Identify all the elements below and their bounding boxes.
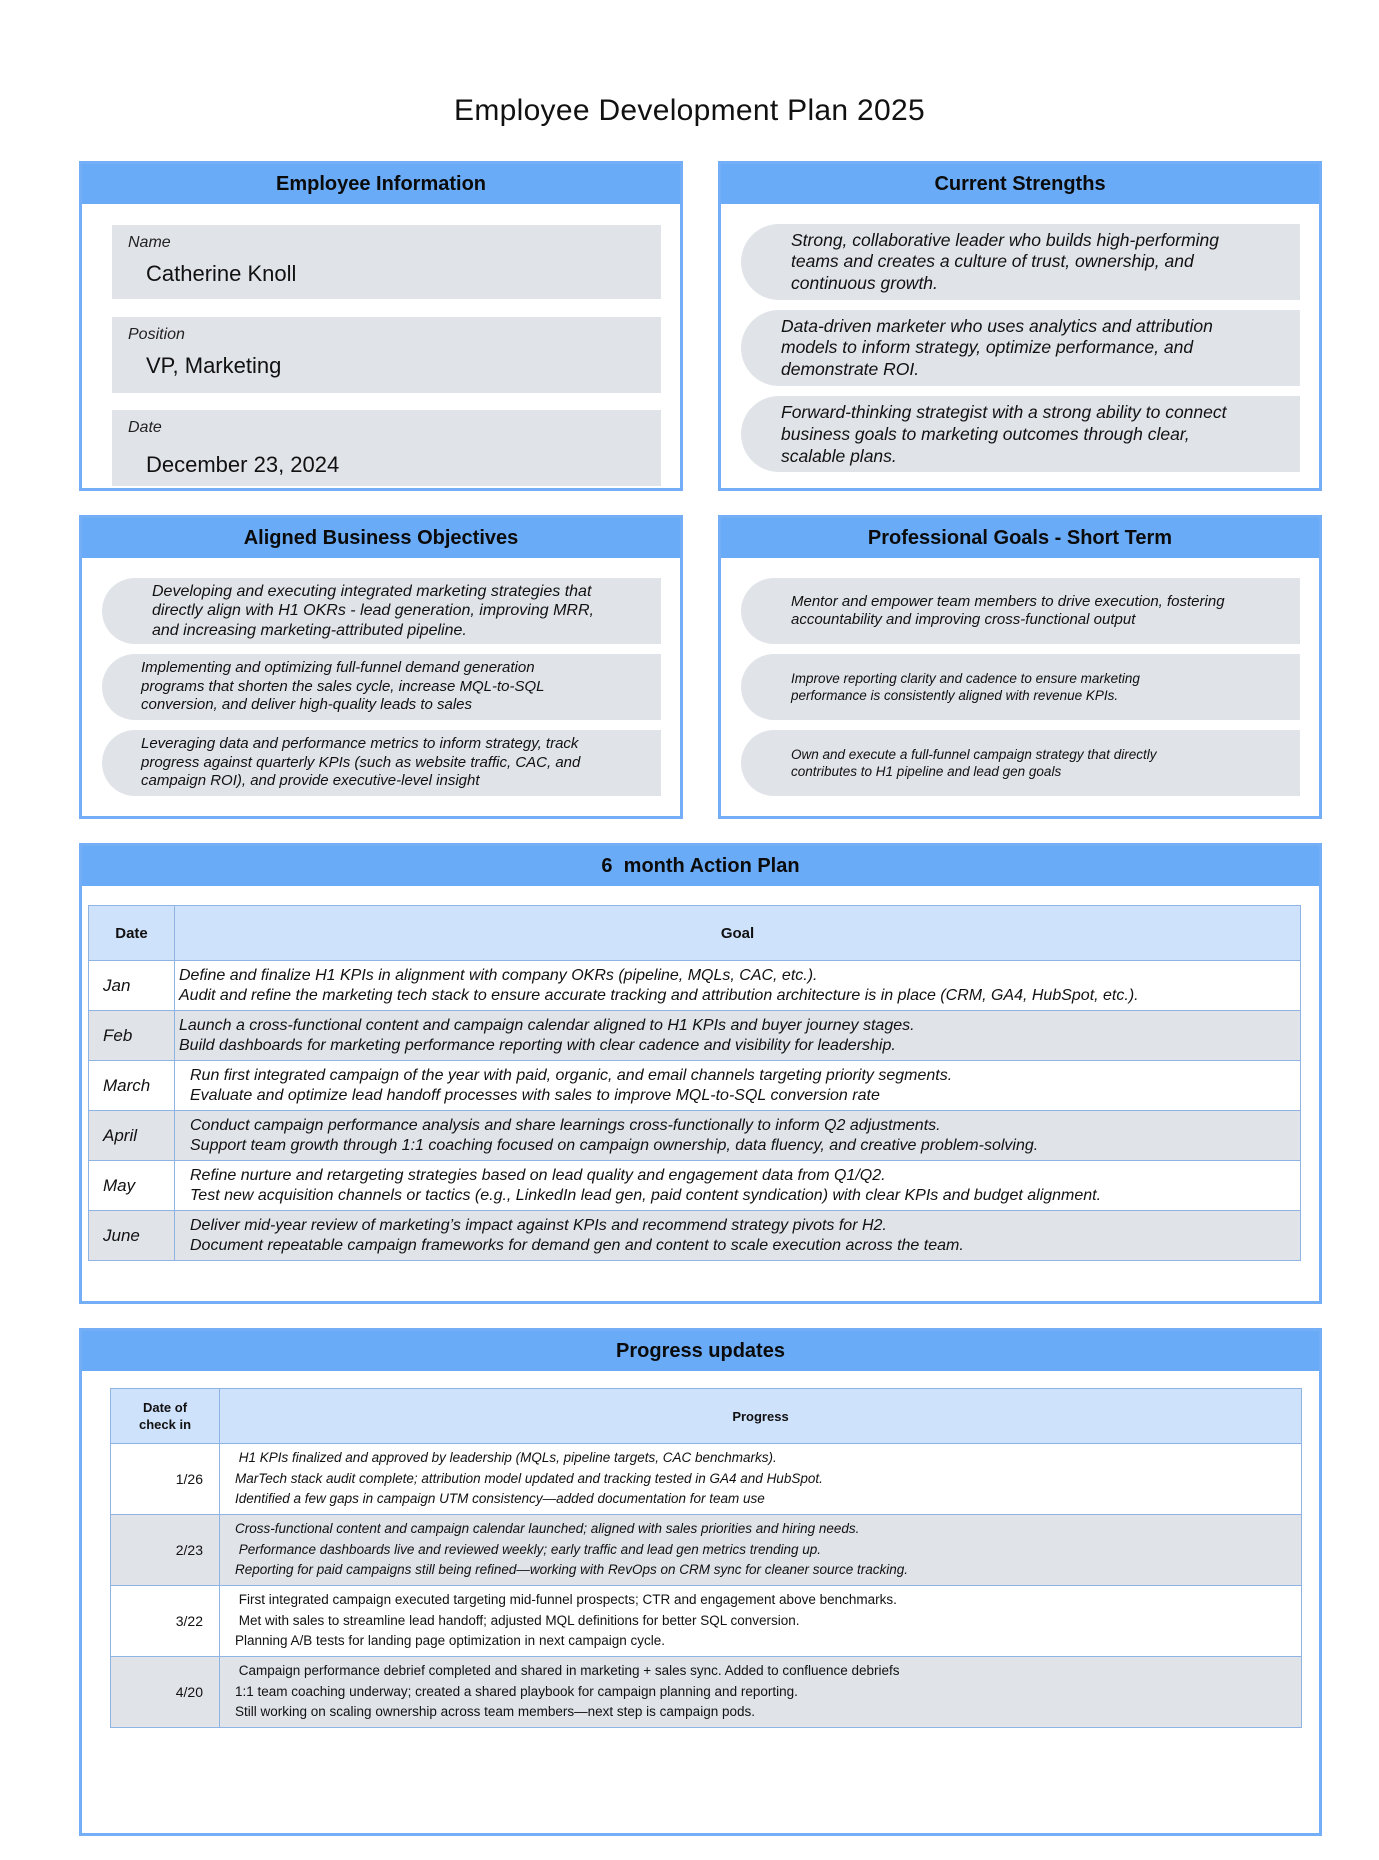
date-value: December 23, 2024 — [146, 452, 340, 477]
progress-cell — [220, 1586, 1302, 1657]
objective-line: conversion, and deliver high-quality leads to sales — [141, 696, 473, 714]
goals-header: Professional Goals - Short Term — [721, 518, 1319, 558]
progress-line: Still working on scaling ownership across team members—next step is campaign pods. — [235, 1704, 755, 1720]
objective-item — [102, 730, 661, 796]
strength-line: scalable plans. — [781, 446, 897, 466]
goal-line: Mentor and empower team members to drive execution, fostering — [791, 592, 1225, 610]
table-row — [89, 1061, 1301, 1111]
strength-item — [741, 310, 1300, 386]
goal-line: Own and execute a full-funnel campaign strategy that directly — [791, 746, 1157, 762]
progress-line: Identified a few gaps in campaign UTM consistency—added documentation for team use — [235, 1491, 765, 1507]
objective-item — [102, 578, 661, 644]
checkin-header-line: Date of — [142, 1400, 188, 1415]
strength-line: business goals to marketing outcomes through clear, — [781, 424, 1190, 444]
goal-cell — [175, 1061, 1301, 1111]
progress-line: Met with sales to streamline lead handoff; adjusted MQL definitions for better SQL conversion. — [235, 1612, 800, 1628]
checkin-date-cell: 4/20 — [111, 1657, 220, 1728]
table-row — [111, 1657, 1302, 1728]
objective-line: Developing and executing integrated marketing strategies that — [152, 582, 592, 600]
goal-cell — [175, 961, 1301, 1011]
objective-line: Implementing and optimizing full-funnel demand generation — [141, 659, 535, 677]
progress-cell — [220, 1515, 1302, 1586]
goals-card — [718, 515, 1322, 819]
progress-line: Cross-functional content and campaign calendar launched; aligned with sales priorities and hiring needs. — [235, 1521, 860, 1537]
page-title: Employee Development Plan 2025 — [454, 94, 925, 127]
goal-line: Deliver mid-year review of marketing’s impact against KPIs and recommend strategy pivots for H2. — [190, 1216, 887, 1234]
objectives-header: Aligned Business Objectives — [82, 518, 680, 558]
goal-line: accountability and improving cross-functional output — [791, 611, 1136, 628]
table-header-row — [111, 1389, 1302, 1444]
strength-line: Data-driven marketer who uses analytics and attribution — [781, 315, 1213, 336]
strength-line: Forward-thinking strategist with a strong ability to connect — [781, 402, 1227, 422]
position-label: Position — [128, 326, 185, 343]
date-label: Date — [128, 419, 162, 436]
month-cell: June — [89, 1211, 175, 1261]
table-row — [89, 1111, 1301, 1161]
checkin-column-header — [111, 1389, 220, 1444]
table-row — [111, 1444, 1302, 1515]
strengths-header: Current Strengths — [721, 164, 1319, 204]
goal-line: performance is consistently aligned with revenue KPIs. — [791, 688, 1119, 703]
date-column-header: Date — [89, 906, 175, 961]
name-field — [112, 225, 661, 299]
goal-cell — [175, 1011, 1301, 1061]
employee-info-header: Employee Information — [82, 164, 680, 204]
progress-line: H1 KPIs finalized and approved by leadership (MQLs, pipeline targets, CAC benchmarks). — [235, 1450, 777, 1466]
month-cell: Feb — [89, 1011, 175, 1061]
progress-cell — [220, 1444, 1302, 1515]
strength-line: demonstrate ROI. — [781, 358, 920, 379]
table-row — [89, 1011, 1301, 1061]
progress-line: Performance dashboards live and reviewed weekly; early traffic and lead gen metrics trending up. — [235, 1541, 822, 1557]
strength-item — [741, 396, 1300, 472]
action-plan-card — [79, 843, 1322, 1304]
goal-line: Test new acquisition channels or tactics (e.g., LinkedIn lead gen, paid content syndication) with clear KPIs and budget alignment. — [190, 1186, 1102, 1204]
checkin-header-line: check in — [138, 1417, 192, 1432]
strength-line: teams and creates a culture of trust, ownership, and — [791, 251, 1194, 272]
objectives-card — [79, 515, 683, 819]
objective-item — [102, 654, 661, 720]
date-field — [112, 410, 661, 486]
progress-table — [110, 1388, 1302, 1728]
month-cell: March — [89, 1061, 175, 1111]
goal-item — [741, 578, 1300, 644]
action-plan-header: 6 month Action Plan — [82, 846, 1319, 886]
goal-column-header: Goal — [175, 906, 1301, 961]
progress-line: MarTech stack audit complete; attribution model updated and tracking tested in GA4 and HubSpot. — [235, 1470, 823, 1486]
progress-line: First integrated campaign executed targeting mid-funnel prospects; CTR and engagement above benchmarks. — [235, 1592, 897, 1608]
month-cell: April — [89, 1111, 175, 1161]
progress-line: 1:1 team coaching underway; created a shared playbook for campaign planning and reporting. — [235, 1683, 798, 1699]
goal-cell — [175, 1161, 1301, 1211]
checkin-date-cell: 2/23 — [111, 1515, 220, 1586]
strengths-card — [718, 161, 1322, 491]
checkin-date-cell: 3/22 — [111, 1586, 220, 1657]
objective-line: directly align with H1 OKRs - lead generation, improving MRR, — [152, 602, 594, 620]
goal-line: Document repeatable campaign frameworks for demand gen and content to scale execution across the team. — [190, 1236, 964, 1254]
employee-info-card — [79, 161, 683, 491]
goal-line: Refine nurture and retargeting strategies based on lead quality and engagement data from Q1/Q2. — [190, 1166, 886, 1184]
name-value: Catherine Knoll — [146, 261, 297, 286]
name-label: Name — [128, 234, 171, 251]
checkin-date-cell: 1/26 — [111, 1444, 220, 1515]
goal-line: Conduct campaign performance analysis and share learnings cross-functionally to inform Q2 adjustments. — [190, 1116, 941, 1134]
goal-cell — [175, 1111, 1301, 1161]
table-row — [111, 1586, 1302, 1657]
table-row — [89, 961, 1301, 1011]
month-cell: May — [89, 1161, 175, 1211]
objective-line: Leveraging data and performance metrics to inform strategy, track — [141, 735, 579, 753]
goal-line: Launch a cross-functional content and campaign calendar aligned to H1 KPIs and buyer journey stages. — [179, 1016, 915, 1034]
progress-header: Progress updates — [82, 1331, 1319, 1371]
objective-line: programs that shorten the sales cycle, increase MQL-to-SQL — [141, 677, 545, 695]
progress-line: Campaign performance debrief completed and shared in marketing + sales sync. Added to confluence debriefs — [235, 1663, 900, 1679]
table-row — [111, 1515, 1302, 1586]
table-header-row — [89, 906, 1301, 961]
objective-line: campaign ROI), and provide executive-level insight — [141, 772, 480, 790]
progress-card — [79, 1328, 1322, 1836]
progress-column-header: Progress — [220, 1389, 1302, 1444]
goal-line: Support team growth through 1:1 coaching focused on campaign ownership, data fluency, and creative problem-solving. — [190, 1136, 1039, 1154]
goal-line: Evaluate and optimize lead handoff processes with sales to improve MQL-to-SQL conversion rate — [190, 1086, 880, 1104]
strength-line: models to inform strategy, optimize performance, and — [781, 337, 1194, 358]
objective-line: progress against quarterly KPIs (such as website traffic, CAC, and — [141, 753, 581, 771]
strength-item — [741, 224, 1300, 300]
progress-cell — [220, 1657, 1302, 1728]
table-row — [89, 1211, 1301, 1261]
goal-line: Run first integrated campaign of the year with paid, organic, and email channels targeting priority segments. — [190, 1066, 953, 1084]
goal-item — [741, 654, 1300, 720]
goal-line: Build dashboards for marketing performance reporting with clear cadence and visibility for leadership. — [179, 1036, 896, 1054]
month-cell: Jan — [89, 961, 175, 1011]
goal-line: contributes to H1 pipeline and lead gen goals — [791, 764, 1062, 779]
goal-line: Audit and refine the marketing tech stack to ensure accurate tracking and attribution architecture is in place (CRM, GA4, HubSpot, etc.). — [179, 986, 1139, 1004]
objective-line: and increasing marketing-attributed pipeline. — [152, 621, 467, 639]
goal-cell — [175, 1211, 1301, 1261]
position-field — [112, 317, 661, 393]
strength-line: continuous growth. — [791, 272, 938, 293]
position-value: VP, Marketing — [146, 353, 282, 378]
goal-line: Improve reporting clarity and cadence to ensure marketing — [791, 670, 1140, 686]
goal-line: Define and finalize H1 KPIs in alignment with company OKRs (pipeline, MQLs, CAC, etc.). — [179, 966, 818, 984]
table-row — [89, 1161, 1301, 1211]
strength-line: Strong, collaborative leader who builds high-performing — [791, 229, 1220, 250]
goal-item — [741, 730, 1300, 796]
progress-line: Reporting for paid campaigns still being refined—working with RevOps on CRM sync for cleaner source tracking. — [235, 1562, 909, 1578]
action-plan-table — [88, 905, 1301, 1261]
progress-line: Planning A/B tests for landing page optimization in next campaign cycle. — [235, 1633, 666, 1649]
